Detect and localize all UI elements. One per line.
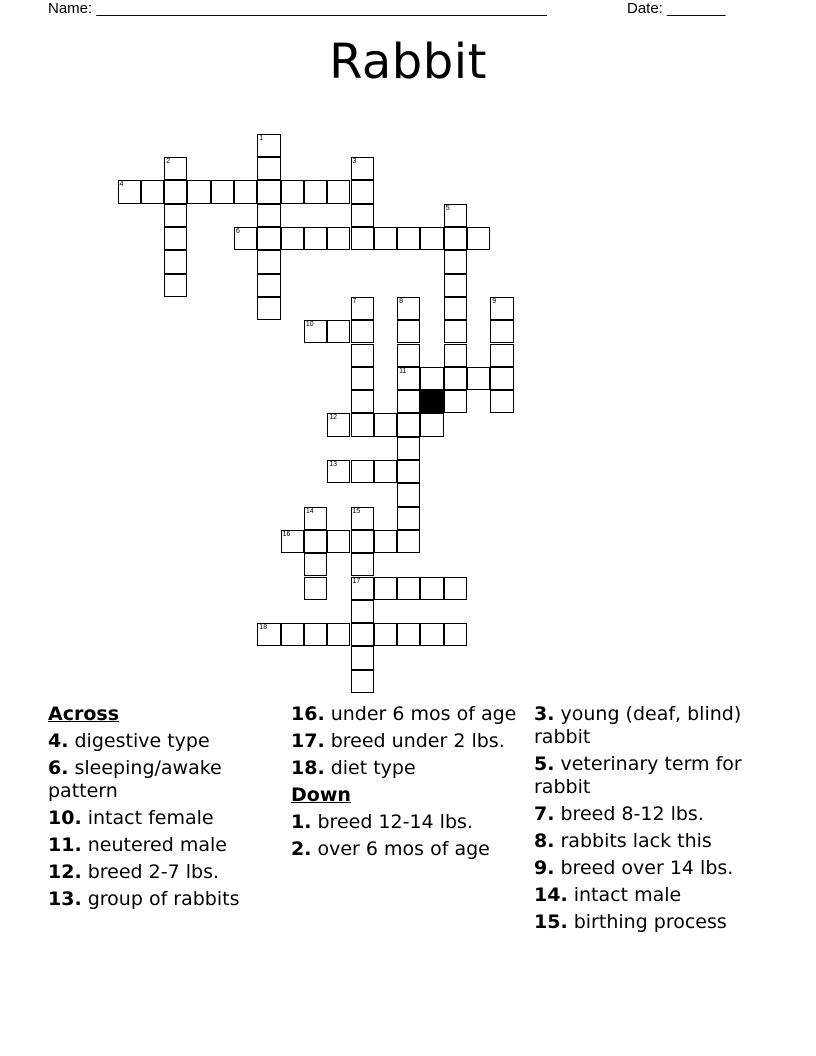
grid-cell[interactable]	[397, 460, 420, 483]
clue-number-label: 9.	[534, 857, 555, 879]
grid-cell[interactable]	[444, 250, 467, 273]
grid-cell[interactable]	[397, 367, 420, 390]
grid-cell[interactable]	[444, 204, 467, 227]
clue-text: neutered male	[87, 834, 227, 856]
grid-cell[interactable]	[164, 274, 187, 297]
grid-cell[interactable]	[327, 460, 350, 483]
clue-item	[48, 757, 276, 803]
grid-cell[interactable]	[420, 623, 443, 646]
grid-cell[interactable]	[164, 227, 187, 250]
grid-cell[interactable]	[351, 670, 374, 693]
grid-cell[interactable]	[397, 297, 420, 320]
clue-number-label: 3.	[534, 703, 555, 725]
clue-number: 9	[492, 297, 497, 305]
clue-number-label: 15.	[534, 911, 568, 933]
clue-text: digestive type	[74, 730, 210, 752]
grid-cell[interactable]	[444, 227, 467, 250]
down-heading: Down	[291, 784, 351, 806]
clue-text: breed under 2 lbs.	[330, 730, 505, 752]
grid-cell[interactable]	[351, 320, 374, 343]
grid-cell[interactable]	[351, 344, 374, 367]
grid-cell[interactable]	[351, 460, 374, 483]
grid-cell[interactable]	[211, 180, 234, 203]
clue-number-label: 17.	[291, 730, 325, 752]
grid-cell[interactable]	[490, 297, 513, 320]
grid-cell[interactable]	[118, 180, 141, 203]
date-line[interactable]: _______	[667, 0, 726, 17]
puzzle-title: Rabbit	[329, 34, 487, 90]
grid-cell[interactable]	[397, 507, 420, 530]
grid-cell[interactable]	[374, 577, 397, 600]
clue-number: 6	[236, 228, 240, 235]
clue-number: 5	[445, 204, 450, 212]
grid-cell[interactable]	[187, 180, 210, 203]
grid-cell[interactable]	[327, 530, 350, 553]
clue-text: under 6 mos of age	[330, 703, 517, 725]
grid-cell[interactable]	[141, 180, 164, 203]
grid-cell[interactable]	[304, 553, 327, 576]
clue-item	[291, 811, 519, 834]
grid-cell[interactable]	[281, 623, 304, 646]
clue-number: 11	[399, 367, 407, 375]
clue-number: 3	[352, 158, 357, 166]
grid-cell[interactable]	[397, 483, 420, 506]
grid-cell[interactable]	[444, 390, 467, 413]
clue-item	[534, 911, 766, 934]
grid-cell[interactable]	[327, 413, 350, 436]
clue-item	[534, 884, 766, 907]
grid-cell[interactable]	[444, 623, 467, 646]
grid-cell[interactable]	[281, 530, 304, 553]
grid-cell[interactable]	[444, 297, 467, 320]
grid-cell[interactable]	[397, 227, 420, 250]
grid-cell[interactable]	[257, 157, 280, 180]
grid-cell[interactable]	[351, 507, 374, 530]
grid-cell[interactable]	[444, 320, 467, 343]
grid-cell[interactable]	[490, 367, 513, 390]
grid-cell[interactable]	[164, 157, 187, 180]
clue-number: 15	[352, 507, 361, 515]
grid-cell[interactable]	[490, 320, 513, 343]
clue-text: group of rabbits	[87, 888, 240, 910]
grid-cell[interactable]	[397, 437, 420, 460]
grid-cell[interactable]	[351, 646, 374, 669]
clue-text: intact male	[573, 884, 682, 906]
clue-item	[48, 730, 276, 753]
grid-cell[interactable]	[164, 250, 187, 273]
date-label: Date:	[627, 0, 668, 17]
grid-cell[interactable]	[327, 227, 350, 250]
grid-cell[interactable]	[327, 320, 350, 343]
grid-cell[interactable]	[257, 297, 280, 320]
clue-text: over 6 mos of age	[317, 838, 490, 860]
grid-cell[interactable]	[490, 390, 513, 413]
grid-cell[interactable]	[397, 577, 420, 600]
grid-cell[interactable]	[397, 320, 420, 343]
clue-item	[534, 857, 766, 880]
clue-number-label: 8.	[534, 830, 555, 852]
grid-cell[interactable]	[304, 623, 327, 646]
grid-cell[interactable]	[444, 577, 467, 600]
grid-cell[interactable]	[351, 204, 374, 227]
clue-text: veterinary term for rabbit	[534, 753, 742, 798]
clue-number: 17	[352, 577, 361, 585]
clue-number: 2	[166, 158, 170, 166]
clue-text: rabbits lack this	[560, 830, 712, 852]
clue-number-label: 13.	[48, 888, 82, 910]
clue-number-label: 10.	[48, 807, 82, 829]
clue-item	[534, 803, 766, 826]
name-line[interactable]: ______________________________________________________	[96, 0, 547, 17]
grid-cell[interactable]	[374, 460, 397, 483]
grid-cell[interactable]	[327, 180, 350, 203]
clue-number-label: 7.	[534, 803, 555, 825]
grid-cell[interactable]	[351, 553, 374, 576]
grid-cell[interactable]	[304, 507, 327, 530]
grid-cell[interactable]	[397, 530, 420, 553]
grid-cell[interactable]	[444, 274, 467, 297]
grid-cell[interactable]	[234, 227, 257, 250]
grid-cell[interactable]	[234, 180, 257, 203]
grid-cell[interactable]	[257, 134, 280, 157]
clue-item	[291, 757, 519, 780]
grid-cell[interactable]	[420, 577, 443, 600]
grid-cell[interactable]	[397, 390, 420, 413]
clue-number-label: 16.	[291, 703, 325, 725]
grid-cell[interactable]	[304, 320, 327, 343]
grid-cell[interactable]	[257, 250, 280, 273]
grid-cell[interactable]	[374, 530, 397, 553]
grid-cell[interactable]	[420, 367, 443, 390]
grid-cell[interactable]	[164, 180, 187, 203]
grid-cell[interactable]	[374, 227, 397, 250]
clue-item	[48, 807, 276, 830]
clue-text: birthing process	[573, 911, 727, 933]
clue-item	[534, 830, 766, 853]
across-heading: Across	[48, 703, 120, 725]
clue-number-label: 12.	[48, 861, 82, 883]
clue-item	[534, 703, 766, 749]
clue-number: 13	[329, 461, 337, 468]
grid-cell[interactable]	[444, 367, 467, 390]
grid-cell[interactable]	[351, 413, 374, 436]
grid-cell[interactable]	[490, 344, 513, 367]
grid-cell[interactable]	[351, 180, 374, 203]
clue-number: 12	[329, 414, 337, 422]
clue-number-label: 4.	[48, 730, 69, 752]
black-square	[420, 390, 443, 413]
grid-cell[interactable]	[257, 180, 280, 203]
clue-number: 7	[352, 297, 357, 305]
clue-text: breed 2-7 lbs.	[87, 861, 220, 883]
grid-cell[interactable]	[257, 204, 280, 227]
grid-cell[interactable]	[281, 227, 304, 250]
grid-cell[interactable]	[164, 204, 187, 227]
grid-cell[interactable]	[351, 297, 374, 320]
grid-cell[interactable]	[351, 367, 374, 390]
clue-text: breed 12-14 lbs.	[317, 811, 473, 833]
grid-cell[interactable]	[397, 623, 420, 646]
grid-cell[interactable]	[351, 227, 374, 250]
clue-number-label: 14.	[534, 884, 568, 906]
grid-cell[interactable]	[351, 623, 374, 646]
grid-cell[interactable]	[397, 413, 420, 436]
clue-text: breed 8-12 lbs.	[560, 803, 704, 825]
grid-cell[interactable]	[420, 413, 443, 436]
clue-column-3	[534, 703, 766, 938]
grid-cell[interactable]	[304, 180, 327, 203]
clue-number-label: 6.	[48, 757, 69, 779]
clue-item	[291, 730, 519, 753]
grid-cell[interactable]	[444, 344, 467, 367]
clue-column-1	[48, 703, 276, 915]
grid-cell[interactable]	[467, 367, 490, 390]
grid-cell[interactable]	[397, 344, 420, 367]
clue-item	[48, 888, 276, 911]
clue-text: diet type	[330, 757, 416, 779]
grid-cell[interactable]	[257, 227, 280, 250]
clue-number: 14	[305, 507, 314, 515]
grid-cell[interactable]	[351, 600, 374, 623]
clue-number-label: 2.	[291, 838, 312, 860]
clue-number: 8	[399, 297, 403, 305]
clue-text: young (deaf, blind) rabbit	[534, 703, 742, 748]
grid-cell[interactable]	[281, 180, 304, 203]
grid-cell[interactable]	[351, 157, 374, 180]
clue-number: 16	[282, 530, 291, 538]
grid-cell[interactable]	[374, 413, 397, 436]
clue-column-2	[291, 703, 519, 865]
grid-cell[interactable]	[351, 577, 374, 600]
clue-number: 18	[259, 624, 268, 632]
grid-cell[interactable]	[304, 227, 327, 250]
clue-number: 10	[305, 321, 314, 329]
clue-number-label: 11.	[48, 834, 82, 856]
clue-number-label: 5.	[534, 753, 555, 775]
grid-cell[interactable]	[467, 227, 490, 250]
clue-number-label: 1.	[291, 811, 312, 833]
grid-cell[interactable]	[257, 274, 280, 297]
grid-cell[interactable]	[257, 623, 280, 646]
grid-cell[interactable]	[327, 623, 350, 646]
clue-item	[291, 703, 519, 726]
clue-number: 4	[119, 181, 124, 189]
clue-text: sleeping/awake pattern	[48, 757, 222, 802]
grid-cell[interactable]	[351, 390, 374, 413]
clue-item	[48, 834, 276, 857]
grid-cell[interactable]	[374, 623, 397, 646]
grid-cell[interactable]	[304, 577, 327, 600]
clue-item	[291, 838, 519, 861]
clue-text: intact female	[87, 807, 214, 829]
grid-cell[interactable]	[420, 227, 443, 250]
grid-cell[interactable]	[304, 530, 327, 553]
clue-number: 1	[259, 134, 264, 142]
clue-item	[534, 753, 766, 799]
name-label: Name:	[48, 0, 97, 17]
clue-item	[48, 861, 276, 884]
clue-text: breed over 14 lbs.	[560, 857, 734, 879]
grid-cell[interactable]	[351, 530, 374, 553]
clue-number-label: 18.	[291, 757, 325, 779]
